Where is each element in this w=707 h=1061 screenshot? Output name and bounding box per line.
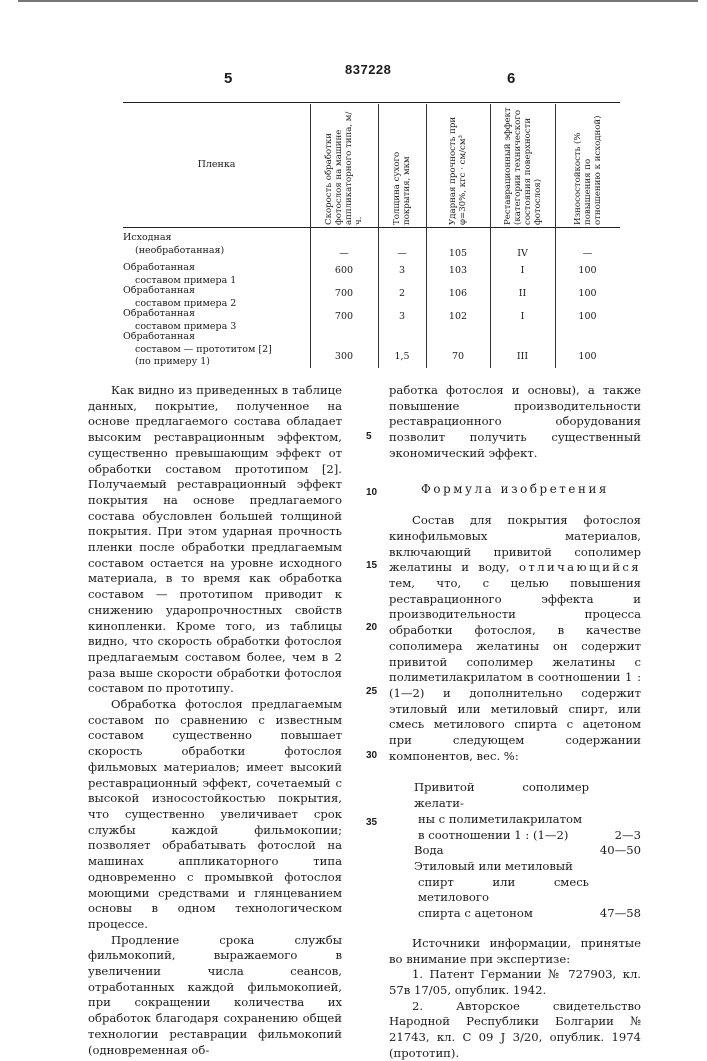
paragraph: Продление срока службы фильмокопий, выражаемого в увеличении числа сеансов, отработанных каждой фильмокопией, при сокращении количества их обработок благодаря сохранению общей технологии реставрации фильмокопий (одновременная об- [88,932,342,1057]
table-row-label [123,285,310,310]
line-number: 10 [366,487,378,498]
column-header-wear: Износостойкость (% повышения по отношению к исходной) [572,114,603,225]
source-item: 1. Патент Германии № 727903, кл. 57в 17/05, опублик. 1942. [389,967,641,997]
table-cell-wear: 100 [578,311,597,322]
table-cell-strength: 105 [448,248,468,259]
column-header-strength: Ударная прочность при φ=30%, кгс · см/см³ [448,116,468,225]
right-text-column [389,383,641,1061]
component-name-line: ны с полиметилакрилатом [418,811,582,826]
components-list [389,780,641,921]
table-cell-speed: — [339,248,349,259]
section-heading: Формула изобретения [421,481,609,496]
row-label-line: Обработанная [123,262,195,273]
table-cell-wear: 100 [578,351,597,362]
table-cell-wear: — [582,248,593,259]
source-item: 2. Авторское свидетельство Народной Республики Болгарии № 21743, кл. С 09 J 3/20, опублик. 1974 (прототип). [389,998,641,1060]
table-cell-restoration: I [520,311,525,322]
claim-keyword: отличающийся [519,560,641,575]
component-name-line: Этиловый или метиловый [414,858,573,873]
table-cell-thickness: 3 [398,311,406,322]
claim-paragraph: Состав для покрытия фотослоя кинофильмовых материалов, включающий привитой сополимер желатины и воду, отличающийся тем, что, с целью повышения реставрационного эффекта и производительности процесса обработки фотослоя, в качестве сополимера желатины он содержит привитой сополимер желатины с полиметилакрилатом в соотношении 1 : (1—2) и дополнительно содержит этиловый или метиловый спирт, или смесь метилового спирта с ацетоном при следующем содержании компонентов, вес. %: [389,513,641,763]
table-cell-restoration: I [520,265,525,276]
column-header-thickness: Толщина сухого покрытия, мкм [392,151,412,225]
component-name-line: в соотношении 1 : (1—2) [418,827,569,842]
table-cell-strength: 102 [448,311,468,322]
column-header-film: Пленка [197,159,236,170]
table-cell-strength: 103 [448,265,468,276]
line-number: 5 [366,431,372,442]
table-cell-speed: 700 [334,311,354,322]
component-name-line: спирт или смесь метилового [418,874,589,905]
table-row-label [123,308,310,333]
component-row [414,780,641,843]
paragraph: Как видно из приведенных в таблице данных, покрытие, полученное на основе предлагаемого состава обладает высоким реставрационным эффектом, существенно превышающим эффект от обработки составом прототипом [2]. Получаемый реставрационный эффект покрытия на основе предлагаемого состава обусловлен большей толщиной покрытия. При этом ударная прочность пленки после обработки предлагаемым составом остается на уровне исходного материала, в то время как обработка составом — прототипом приводит к снижению ударопрочностных свойств кинопленки. Кроме того, из таблицы видно, что скорость обработки фотослоя предлагаемым составом более, чем в 2 раза выше скорости обработки фотослоя составом по прототипу. [88,383,342,696]
line-number: 35 [366,817,378,828]
table-cell-thickness: 2 [398,288,406,299]
scan-edge-line [18,0,698,2]
page-number-right: 6 [507,70,516,87]
row-label-line: составом примера 2 [135,297,237,309]
table-header-rule [123,227,620,228]
line-number: 30 [366,750,378,761]
component-row [414,859,641,922]
component-value: 2—3 [614,827,641,842]
row-label-line: составом примера 1 [135,274,237,286]
table-cell-speed: 600 [334,265,354,276]
row-label-line: (необработанная) [135,244,225,256]
patent-number: 837228 [345,62,392,77]
row-label-line: составом — прототитом [2] [135,343,272,355]
row-label-line: составом примера 3 [135,320,237,332]
component-name-line: Привитой сополимер желати- [414,780,589,811]
table-cell-speed: 300 [334,351,354,362]
component-value: 40—50 [599,843,641,858]
line-number: 15 [366,560,378,571]
component-name [414,859,589,922]
results-table [123,102,620,370]
component-name-line: Вода [414,843,444,858]
table-row-label [123,262,310,287]
table-cell-speed: 700 [334,288,354,299]
page-number-left: 5 [224,70,233,87]
line-number: 25 [366,686,378,697]
table-cell-thickness: 1,5 [394,351,410,362]
table-cell-strength: 106 [448,288,468,299]
table-cell-restoration: IV [517,248,528,259]
component-value: 47—58 [599,906,641,921]
line-number: 20 [366,622,378,633]
row-label-line: Обработанная [123,331,195,342]
row-label-line: (по примеру 1) [135,356,210,367]
paragraph: Обработка фотослоя предлагаемым составом по сравнению с известным составом существенно повышает скорость обработки фотослоя фильмовых материалов; имеет высокий реставрационный эффект, сочетаемый с высокой износостойкостью покрытия, что существенно увеличивает срок службы каждой фильмокопии; позволяет обрабатывать фотослой на машинах аппликаторного типа одновременно с промывкой фотослоя моющими средствами и глянцеванием основы в одном технологическом процессе. [88,697,342,931]
row-label-line: Обработанная [123,285,195,296]
table-cell-wear: 100 [578,265,597,276]
table-cell-strength: 70 [451,351,465,362]
sources-intro: Источники информации, принятые во внимание при экспертизе: [389,935,641,966]
table-cell-wear: 100 [578,288,597,299]
table-cell-restoration: II [518,288,527,299]
table-cell-thickness: 3 [398,265,406,276]
table-row-label [123,331,310,369]
row-label-line: Обработанная [123,308,195,319]
left-text-column [88,383,342,1058]
table-cell-restoration: III [516,351,529,362]
component-row [414,843,641,859]
row-label-line: Исходная [123,232,172,243]
table-row-label [123,232,310,257]
table-cell-thickness: — [397,248,407,259]
component-name-line: спирта с ацетоном [418,906,533,921]
column-header-speed: Скорость обработки фотослоя на машине аппликаторного типа, м/ч. [324,111,364,225]
paragraph: работка фотослоя и основы), а также повышение производительности реставрационного оборудования позволит получить существенный экономический эффект. [389,383,641,460]
component-name [414,843,589,859]
component-name [414,780,589,843]
column-header-restoration: Реставрационный эффект (категории технического состояния поверхности фотослоя) [502,106,543,225]
